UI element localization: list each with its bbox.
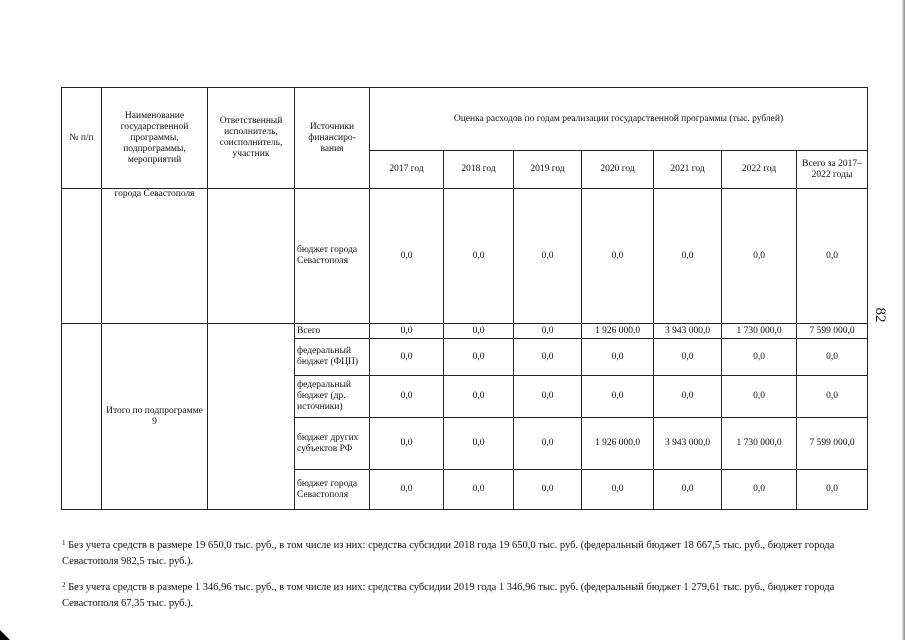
value-cell: 0,0: [722, 189, 797, 324]
source-label: федеральный бюджет (ФЦП): [295, 339, 370, 376]
row-num: [62, 324, 102, 510]
value-cell: 0,0: [582, 376, 654, 418]
value-cell: 3 943 000,0: [654, 324, 722, 339]
value-cell: 0,0: [514, 470, 582, 510]
header-year: 2020 год: [582, 151, 654, 189]
value-cell: 0,0: [514, 339, 582, 376]
source-label: бюджет города Севастополя: [295, 470, 370, 510]
source-label: федеральный бюджет (др. источники): [295, 376, 370, 418]
source-label: бюджет других субъектов РФ: [295, 418, 370, 470]
value-cell: 0,0: [370, 324, 444, 339]
value-cell: 0,0: [444, 418, 514, 470]
header-year: 2021 год: [654, 151, 722, 189]
value-cell: 0,0: [654, 470, 722, 510]
header-estimate: Оценка расходов по годам реализации государственной программы (тыс. рублей): [370, 88, 868, 151]
source-label: Всего: [295, 324, 370, 339]
value-cell: 0,0: [370, 470, 444, 510]
value-cell: 0,0: [514, 376, 582, 418]
page-number: 82: [872, 307, 888, 323]
value-cell: 7 599 000,0: [797, 418, 868, 470]
header-year: 2019 год: [514, 151, 582, 189]
header-sources: Источники финансиро-вания: [295, 88, 370, 189]
value-cell: 0,0: [654, 339, 722, 376]
header-num: № п/п: [62, 88, 102, 189]
value-cell: 0,0: [370, 376, 444, 418]
footnote: [62, 538, 852, 570]
header-year: 2022 год: [722, 151, 797, 189]
value-cell: 0,0: [797, 339, 868, 376]
table-row: [62, 324, 868, 339]
value-cell: 0,0: [722, 470, 797, 510]
value-cell: 0,0: [722, 376, 797, 418]
table-row: [62, 189, 868, 324]
value-cell: 1 730 000,0: [722, 324, 797, 339]
value-cell: 3 943 000,0: [654, 418, 722, 470]
executor-cell: [208, 189, 295, 324]
footnote-text: Без учета средств в размере 19 650,0 тыс. руб., в том числе из них: средства субсидии 2018 года 19 650,0 тыс. руб. (федеральный бюджет 18 667,5 тыс. руб., бюджет города Севастополя 982,5 тыс. руб.).: [62, 540, 835, 567]
value-cell: 0,0: [654, 376, 722, 418]
value-cell: 1 926 000,0: [582, 324, 654, 339]
executor-cell: [208, 324, 295, 510]
source-label: бюджет города Севастополя: [295, 189, 370, 324]
value-cell: 0,0: [370, 418, 444, 470]
budget-table: [61, 87, 868, 510]
value-cell: 0,0: [444, 189, 514, 324]
header-total: Всего за 2017–2022 годы: [797, 151, 868, 189]
value-cell: 0,0: [654, 189, 722, 324]
value-cell: 0,0: [797, 470, 868, 510]
value-cell: 0,0: [582, 189, 654, 324]
row-num: [62, 189, 102, 324]
page-corner-mark: [0, 630, 10, 640]
header-name: Наименование государственной программы, подпрограммы, мероприятий: [102, 88, 208, 189]
value-cell: 0,0: [582, 339, 654, 376]
footnote: [62, 580, 852, 612]
value-cell: 0,0: [444, 376, 514, 418]
header-year: 2018 год: [444, 151, 514, 189]
program-name: города Севастополя: [102, 189, 208, 324]
header-executor: Ответственный исполнитель, соисполнитель, участник: [208, 88, 295, 189]
value-cell: 0,0: [444, 339, 514, 376]
value-cell: 0,0: [370, 189, 444, 324]
header-year: 2017 год: [370, 151, 444, 189]
subtotal-name: Итого по подпрограмме 9: [102, 324, 208, 510]
footnote-text: Без учета средств в размере 1 346,96 тыс. руб., в том числе из них: средства субсидии 2019 года 1 346,96 тыс. руб. (федеральный бюджет 1 279,61 тыс. руб., бюджет города Севастополя 67,35 тыс. руб.).: [62, 582, 835, 609]
value-cell: 1 926 000,0: [582, 418, 654, 470]
value-cell: 0,0: [722, 339, 797, 376]
value-cell: 0,0: [797, 189, 868, 324]
value-cell: 0,0: [514, 324, 582, 339]
footnote-mark: 2: [62, 581, 66, 589]
value-cell: 1 730 000,0: [722, 418, 797, 470]
value-cell: 0,0: [370, 339, 444, 376]
value-cell: 0,0: [514, 189, 582, 324]
footnote-mark: 1: [62, 539, 66, 547]
value-cell: 0,0: [797, 376, 868, 418]
value-cell: 7 599 000,0: [797, 324, 868, 339]
value-cell: 0,0: [582, 470, 654, 510]
value-cell: 0,0: [514, 418, 582, 470]
value-cell: 0,0: [444, 324, 514, 339]
value-cell: 0,0: [444, 470, 514, 510]
